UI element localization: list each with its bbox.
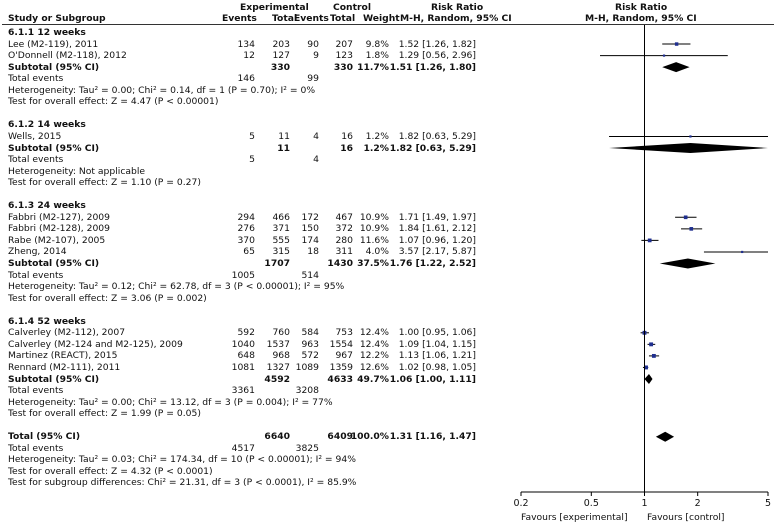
cell-ci-text: 1.02 [0.98, 1.05] <box>398 361 476 373</box>
cell-e-events: 65 <box>243 246 255 258</box>
subtotal-label: Subtotal (95% CI) <box>8 373 100 385</box>
total-events-label: Total events <box>8 269 64 281</box>
favours-left-label: Favours [experimental] <box>521 512 628 523</box>
cell-weight: 11.7% <box>357 61 389 73</box>
cell-c-events: 90 <box>307 38 319 50</box>
x-tick-label: 1 <box>641 498 648 509</box>
cell-c-total: 16 <box>340 142 353 154</box>
cell-e-events: 648 <box>237 350 255 362</box>
cell-c-total: 1359 <box>329 361 353 373</box>
total-diamond <box>656 432 674 442</box>
study-marker <box>675 42 678 45</box>
cell-c-total: 372 <box>335 223 353 235</box>
cell-ci-text: 1.13 [1.06, 1.21] <box>398 350 476 362</box>
footnote-text: Test for overall effect: Z = 4.47 (P < 0.00001) <box>8 96 219 108</box>
cell-e-events: 1081 <box>231 361 255 373</box>
total-events-label: Total events <box>8 73 64 85</box>
total-events-label: Total events <box>8 154 64 166</box>
subtotal-diamond <box>662 62 689 72</box>
cell-weight: 12.2% <box>359 350 389 362</box>
footnote-text: Test for overall effect: Z = 1.99 (P = 0.05) <box>8 408 201 420</box>
footnote-text: Heterogeneity: Tau² = 0.03; Chi² = 174.34, df = 10 (P < 0.00001); I² = 94% <box>8 454 356 466</box>
cell-e-total: 555 <box>272 234 290 246</box>
x-tick-label: 2 <box>694 498 701 509</box>
cell-weight: 9.8% <box>365 38 389 50</box>
header-weight: Weight <box>363 13 400 24</box>
cell-e-total: 4592 <box>264 373 290 385</box>
header-control: Control <box>333 2 371 13</box>
x-tick-label: 5 <box>764 498 772 509</box>
cell-c-total: 4633 <box>327 373 353 385</box>
footnote-text: Test for overall effect: Z = 1.10 (P = 0.27) <box>8 177 201 189</box>
cell-c-events: 9 <box>313 50 319 62</box>
subtotal-label: Subtotal (95% CI) <box>8 142 100 154</box>
study-label: Calverley (M2-124 and M2-125), 2009 <box>8 338 183 350</box>
cell-ci-text: 1.82 [0.63, 5.29] <box>398 130 476 142</box>
cell-weight: 10.9% <box>359 211 389 223</box>
study-label: Fabbri (M2-127), 2009 <box>8 211 110 223</box>
cell-e-total: 11 <box>277 142 290 154</box>
cell-e-events: 146 <box>237 73 255 85</box>
subgroup-heading: 6.1.1 12 weeks <box>8 27 86 38</box>
cell-c-events: 514 <box>301 269 319 281</box>
cell-c-events: 4 <box>313 130 319 142</box>
cell-c-events: 18 <box>307 246 319 258</box>
subgroup-heading: 6.1.2 14 weeks <box>8 119 86 131</box>
footnote-text: Heterogeneity: Not applicable <box>8 165 146 177</box>
cell-ci-text: 1.51 [1.26, 1.80] <box>389 61 476 73</box>
cell-weight: 49.7% <box>357 373 389 385</box>
cell-e-total: 466 <box>272 211 290 223</box>
cell-c-events: 150 <box>301 223 319 235</box>
total-events-label: Total events <box>8 442 64 454</box>
header-ctl-total: Total <box>330 13 356 24</box>
cell-e-events: 294 <box>237 211 255 223</box>
study-marker <box>684 215 688 219</box>
cell-ci-text: 1.76 [1.22, 2.52] <box>389 258 476 269</box>
cell-ci-text: 3.57 [2.17, 5.87] <box>398 246 476 258</box>
cell-e-events: 5 <box>249 130 255 142</box>
study-marker <box>689 135 691 137</box>
header-exp-events: Events <box>222 13 257 24</box>
study-label: Rabe (M2-107), 2005 <box>8 234 106 246</box>
cell-e-events: 12 <box>243 50 255 62</box>
cell-c-events: 99 <box>307 73 319 85</box>
cell-e-total: 203 <box>272 38 290 50</box>
subtotal-label: Subtotal (95% CI) <box>8 61 100 73</box>
cell-c-total: 123 <box>335 50 353 62</box>
cell-ci-text: 1.00 [0.95, 1.06] <box>398 327 476 339</box>
cell-c-total: 207 <box>335 38 353 50</box>
header-plot-method: M-H, Random, 95% CI <box>585 13 697 24</box>
cell-weight: 11.6% <box>359 234 389 246</box>
cell-c-events: 1089 <box>295 361 319 373</box>
cell-weight: 1.8% <box>365 50 389 62</box>
study-marker <box>652 354 656 358</box>
cell-ci-text: 1.82 [0.63, 5.29] <box>389 142 476 154</box>
cell-ci-text: 1.31 [1.16, 1.47] <box>389 431 476 443</box>
cell-e-events: 370 <box>237 234 255 246</box>
cell-e-total: 315 <box>272 246 290 258</box>
subtotal-diamond <box>660 259 716 269</box>
cell-c-total: 1554 <box>329 338 353 350</box>
cell-e-total: 968 <box>272 350 290 362</box>
cell-c-total: 311 <box>335 246 353 258</box>
cell-c-events: 172 <box>301 211 319 223</box>
cell-e-events: 592 <box>237 327 255 339</box>
study-marker <box>648 239 652 243</box>
subtotal-diamond <box>609 143 768 153</box>
cell-weight: 1.2% <box>365 130 389 142</box>
cell-e-total: 1537 <box>266 338 290 350</box>
cell-e-events: 276 <box>237 223 255 235</box>
subtotal-diamond <box>645 374 653 384</box>
footnote-text: Test for subgroup differences: Chi² = 21.31, df = 3 (P < 0.0001), I² = 85.9% <box>8 477 357 489</box>
subtotal-label: Subtotal (95% CI) <box>8 258 100 269</box>
x-tick-label: 0.5 <box>583 498 599 509</box>
cell-c-total: 6409 <box>327 431 353 443</box>
cell-weight: 4.0% <box>365 246 389 258</box>
cell-e-events: 1040 <box>231 338 255 350</box>
study-marker <box>649 342 653 346</box>
cell-e-total: 127 <box>272 50 290 62</box>
cell-c-events: 3208 <box>295 385 319 397</box>
total-label: Total (95% CI) <box>8 431 81 443</box>
cell-e-events: 5 <box>249 154 255 166</box>
footnote-text: Test for overall effect: Z = 4.32 (P < 0.0001) <box>8 465 213 477</box>
cell-ci-text: 1.84 [1.61, 2.12] <box>398 223 476 235</box>
study-marker <box>741 251 743 253</box>
cell-e-total: 760 <box>272 327 290 339</box>
footnote-text: Test for overall effect: Z = 3.06 (P = 0.002) <box>8 292 207 304</box>
cell-e-events: 4517 <box>231 442 255 454</box>
header-plot-title: Risk Ratio <box>615 2 668 13</box>
study-marker <box>689 227 693 231</box>
x-tick-label: 0.2 <box>513 498 529 509</box>
cell-weight: 12.4% <box>359 338 389 350</box>
study-label: Fabbri (M2-128), 2009 <box>8 223 110 235</box>
cell-c-total: 16 <box>341 130 353 142</box>
cell-c-events: 584 <box>301 327 319 339</box>
cell-e-total: 330 <box>270 61 290 73</box>
subgroup-heading: 6.1.4 52 weeks <box>8 315 86 327</box>
cell-c-events: 963 <box>301 338 319 350</box>
header-exp-total: Total <box>272 13 298 24</box>
cell-c-events: 4 <box>313 154 319 166</box>
study-label: Rennard (M2-111), 2011 <box>8 361 121 373</box>
header-experimental: Experimental <box>240 2 309 13</box>
cell-c-events: 572 <box>301 350 319 362</box>
header-study: Study or Subgroup <box>8 13 106 24</box>
cell-weight: 1.2% <box>363 142 389 154</box>
cell-ci-text: 1.09 [1.04, 1.15] <box>398 338 476 350</box>
study-label: Lee (M2-119), 2011 <box>8 38 99 50</box>
study-label: O'Donnell (M2-118), 2012 <box>8 50 127 62</box>
cell-e-events: 1005 <box>231 269 255 281</box>
cell-ci-text: 1.07 [0.96, 1.20] <box>398 234 476 246</box>
cell-ci-text: 1.71 [1.49, 1.97] <box>398 211 476 223</box>
study-marker <box>663 55 665 57</box>
cell-e-total: 11 <box>278 130 290 142</box>
cell-c-total: 753 <box>335 327 353 339</box>
cell-e-total: 6640 <box>264 431 290 443</box>
cell-ci-text: 1.06 [1.00, 1.11] <box>389 373 476 385</box>
cell-c-events: 174 <box>301 234 319 246</box>
header-rr-method: M-H, Random, 95% CI <box>400 13 512 24</box>
favours-right-label: Favours [control] <box>647 512 725 523</box>
footnote-text: Heterogeneity: Tau² = 0.12; Chi² = 62.78, df = 3 (P < 0.00001); I² = 95% <box>8 281 345 293</box>
total-events-label: Total events <box>8 385 64 397</box>
cell-e-total: 1707 <box>264 258 290 269</box>
cell-weight: 100.0% <box>350 431 389 443</box>
cell-weight: 12.4% <box>359 327 389 339</box>
cell-c-total: 967 <box>335 350 353 362</box>
cell-c-total: 330 <box>333 61 353 73</box>
cell-c-total: 467 <box>335 211 353 223</box>
cell-e-total: 1327 <box>266 361 290 373</box>
cell-c-total: 280 <box>335 234 353 246</box>
cell-e-events: 134 <box>237 38 255 50</box>
study-label: Zheng, 2014 <box>8 246 67 258</box>
header-rr-title: Risk Ratio <box>431 2 484 13</box>
cell-weight: 10.9% <box>359 223 389 235</box>
cell-weight: 12.6% <box>359 361 389 373</box>
header-ctl-events: Events <box>294 13 329 24</box>
cell-c-events: 3825 <box>295 442 319 454</box>
study-label: Wells, 2015 <box>8 130 62 142</box>
cell-e-total: 371 <box>272 223 290 235</box>
cell-weight: 37.5% <box>357 258 389 269</box>
cell-ci-text: 1.29 [0.56, 2.96] <box>398 50 476 62</box>
cell-e-events: 3361 <box>231 385 255 397</box>
cell-c-total: 1430 <box>327 258 353 269</box>
subgroup-heading: 6.1.3 24 weeks <box>8 200 86 212</box>
cell-ci-text: 1.52 [1.26, 1.82] <box>398 38 476 50</box>
footnote-text: Heterogeneity: Tau² = 0.00; Chi² = 13.12, df = 3 (P = 0.004); I² = 77% <box>8 396 333 408</box>
footnote-text: Heterogeneity: Tau² = 0.00; Chi² = 0.14, df = 1 (P = 0.70); I² = 0% <box>8 84 316 96</box>
study-label: Martinez (REACT), 2015 <box>8 350 118 362</box>
study-label: Calverley (M2-112), 2007 <box>8 327 126 339</box>
